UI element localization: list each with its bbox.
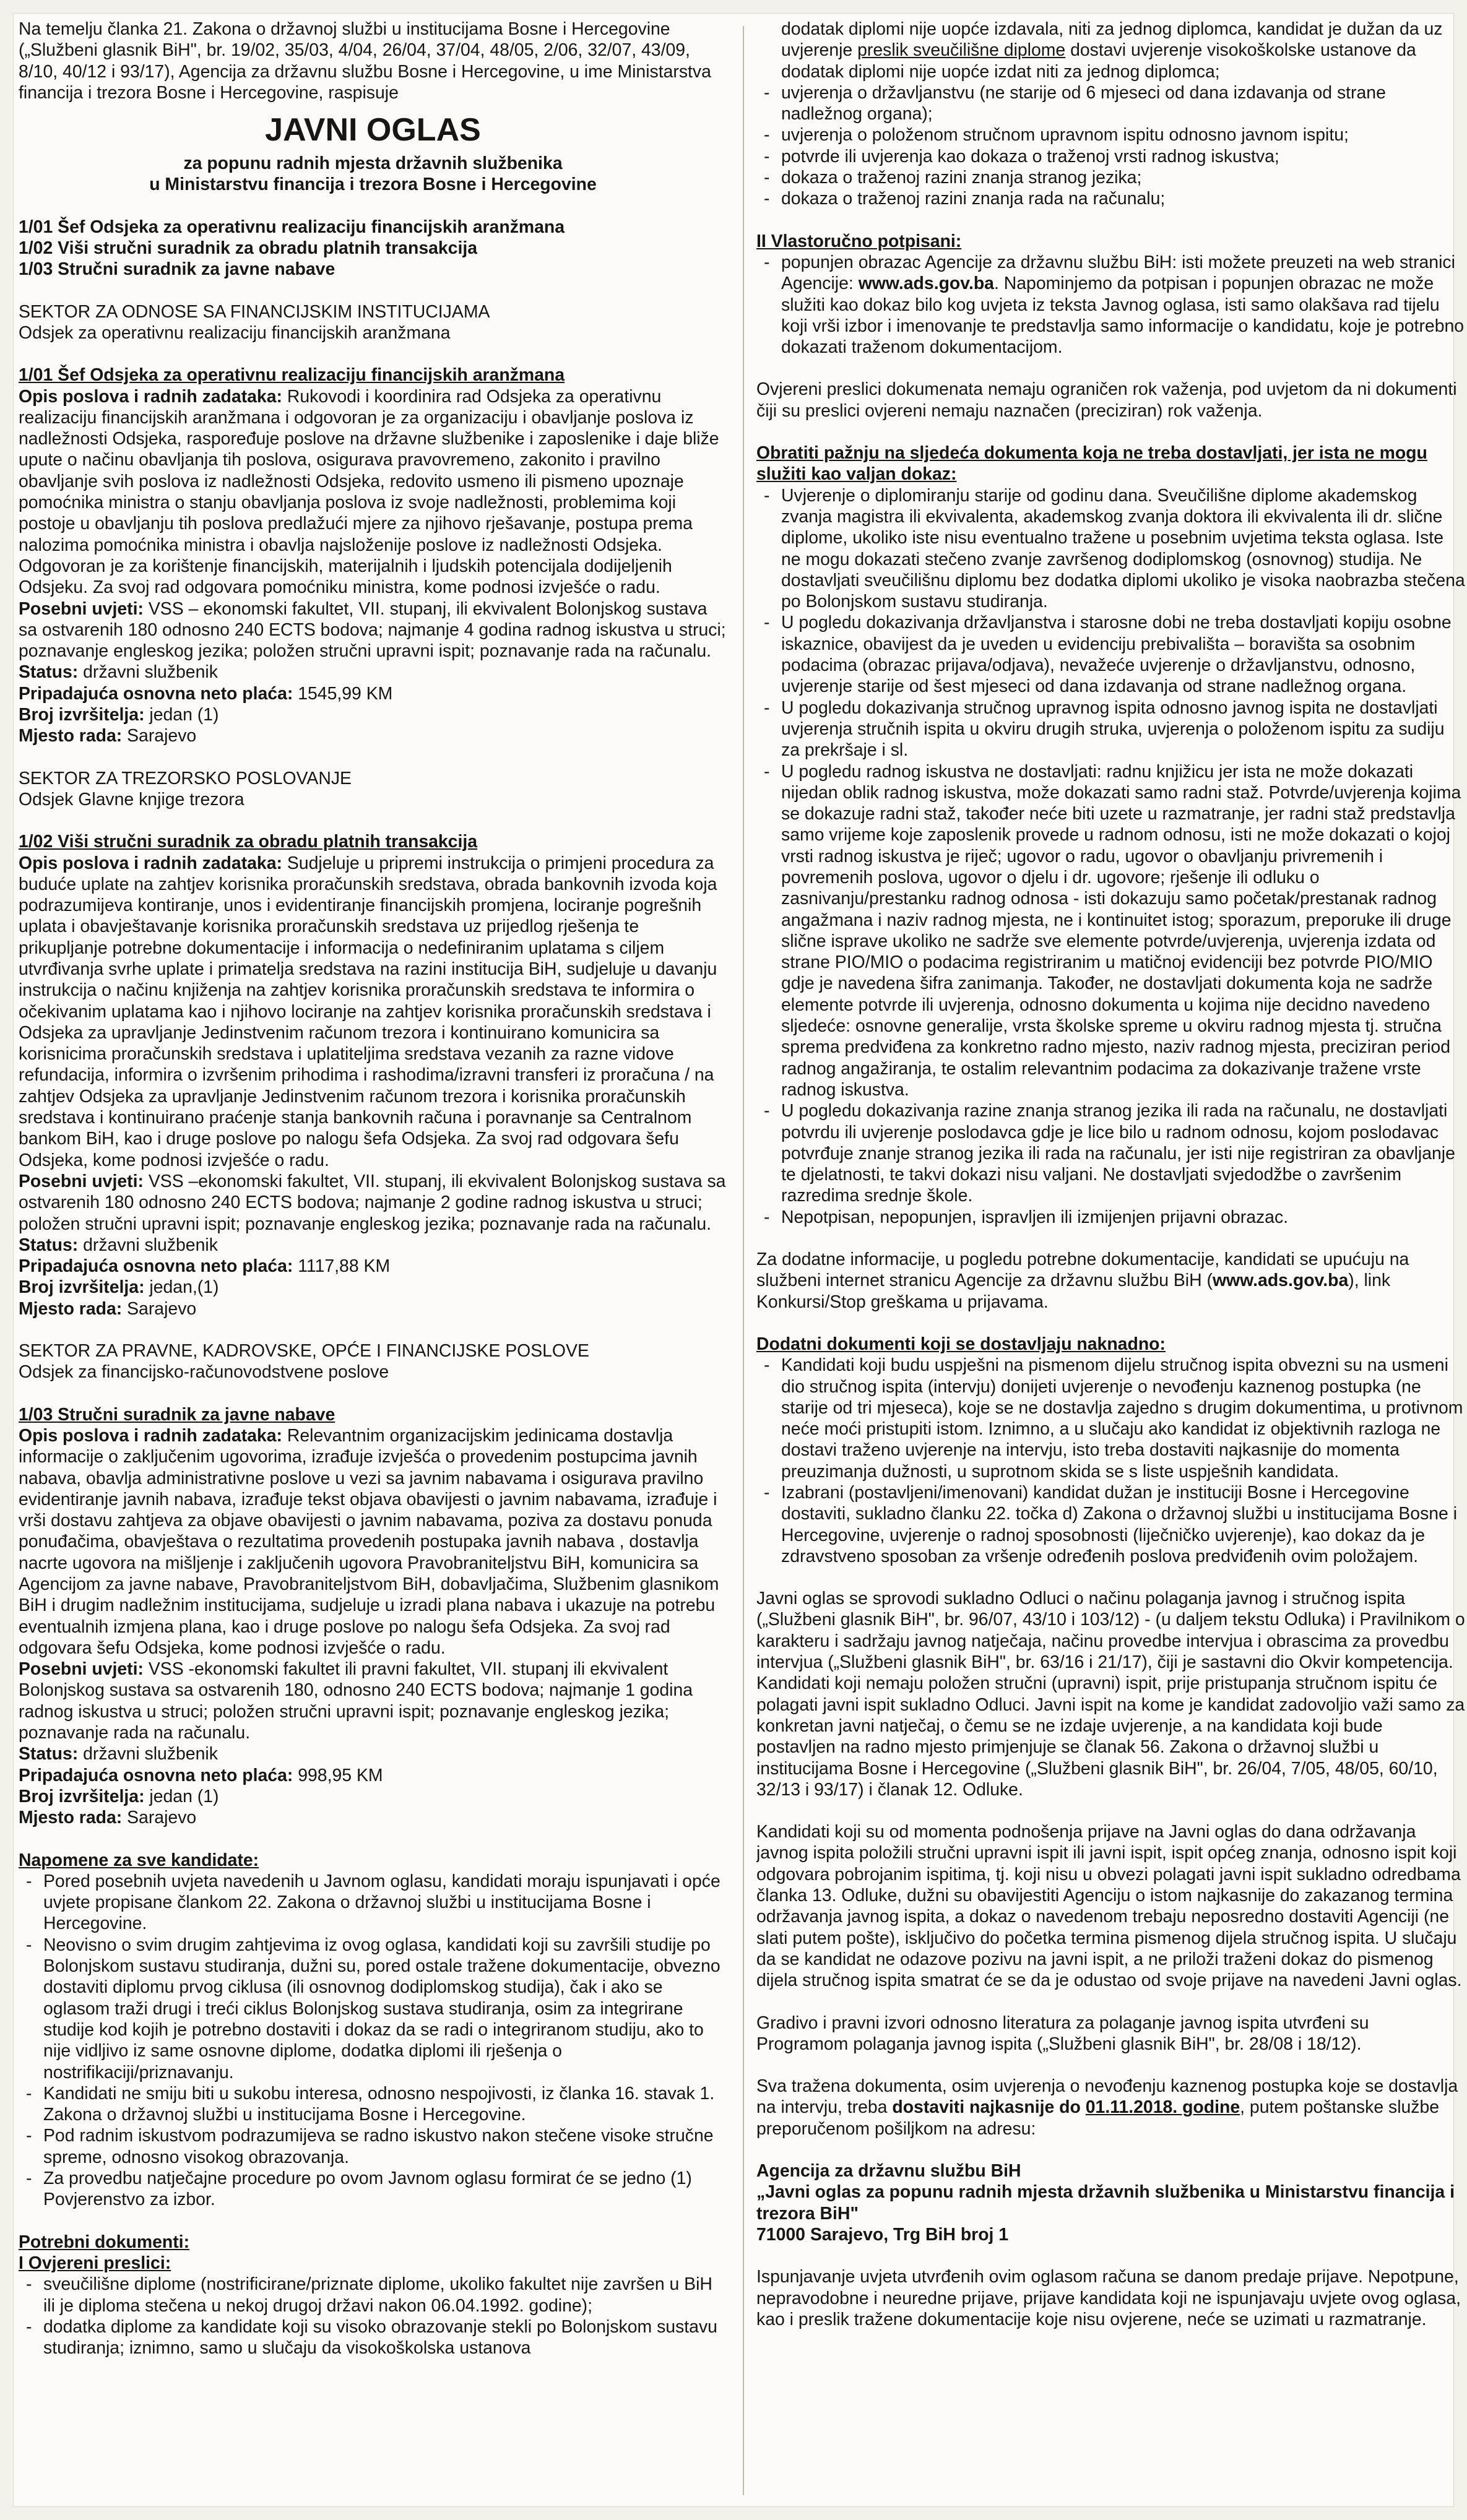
salary-line: Pripadajuća osnovna neto plaća: 1117,88 KM [19,1256,391,1277]
deadline-paragraph: Sva tražena dokumenta, osim uvjerenja o nevođenju kaznenog postupka koje se dostavlja na intervju, treba dostaviti najkasnije do 01.11.2018. godine, putem poštanske službe preporučenom pošiljkom na adresu: [756,2076,1458,2139]
list-item: - Za provedbu natječajne procedure po ovom Javnom oglasu formirat će se jedno (1) Povjerenstvo za izbor. [19,2168,727,2211]
continued-list-text: dodatak diplomi nije uopće izdavala, niti za jednog diplomca, kandidat je dužan da uz uvjerenje preslik sveučilišne diplome dostavi uvjerenje visokoškolske ustanove da dodatak diplomi nije uopće izdat niti za jednog diplomca; [781,19,1443,82]
list-item: - Pored posebnih uvjeta navedenih u Javnom oglasu, kandidati moraju ispunjavati i opće uvjete propisane člankom 22. Zakona o državnoj službi u institucijama Bosne i Hercegovine. [19,1871,727,1935]
address-line: „Javni oglas za popunu radnih mjesta državnih službenika u Ministarstvu financija i trezora BiH" [756,2182,1455,2224]
literature-paragraph: Gradivo i pravni izvori odnosno literatura za polaganje javnog ispita utvrđeni su Programom polaganja javnog ispita („Službeni glasnik BiH", br. 28/08 i 18/12). [756,2013,1369,2054]
list-item: - uvjerenja o državljanstvu (ne starije od 6 mjeseci od dana izdavanja od strane nadležnog organa); [756,82,1465,125]
position-heading: 1/02 Viši stručni suradnik za obradu platnih transakcija [19,832,478,852]
count-line: Broj izvršitelja: jedan,(1) [19,1277,219,1298]
place-line: Mjesto rada: Sarajevo [19,1298,197,1319]
agency-website-link[interactable]: www.ads.gov.ba [858,274,994,294]
left-column [19,19,727,2501]
list-item: - Kandidati koji budu uspješni na pismenom dijelu stručnog ispita obvezni su na usmeni dio stručnog ispita (intervju) donijeti uvjerenje o nevođenju kaznenog postupka (ne starije od tri mjeseca), koje se ne dostavlja zajedno s drugim dokumentima, u protivnom neće moći pristupiti istom. Iznimno, a u slučaju ako kandidat iz objektivnih razloga ne dostavi traženo uvjerenje na intervju, isto treba dostaviti najkasnije do momenta preuzimanja dužnosti, u suprotnom skida se s liste uspješnih kandidata. [756,1355,1465,1482]
list-item: - dokaza o traženoj razini znanja rada na računalu; [756,188,1465,209]
documents-subheading: I Ovjereni preslici: [19,2253,171,2273]
status-line: Status: državni službenik [19,662,218,683]
position-heading: 1/01 Šef Odsjeka za operativnu realizaciju financijskih aranžmana [19,365,565,386]
place-line: Mjesto rada: Sarajevo [19,726,197,746]
list-item: - popunjen obrazac Agencije za državnu službu BiH: isti možete preuzeti na web stranici Agencije: www.ads.gov.ba. Napominjemo da potpisan i popunjen obrazac ne može služiti kao dokaz bilo kog uvjeta iz teksta Javnog oglasa, isti samo olakšava rad tijelu koji vrši izbor i imenovanje te predstavlja samo informacije o kandidatu, koje je potrebno dokazati traženom dokumentacijom. [756,252,1465,358]
list-item: - U pogledu radnog iskustva ne dostavljati: radnu knjižicu jer ista ne može dokazati nijedan oblik radnog iskustva, može dokazati samo radni staž. Potvrde/uvjerenja kojima se dokazuje radni staž, također neće biti uzete u razmatranje, jer radni staž predstavlja samo vrijeme koje zaposlenik provede u radnom odnosu, isti ne može dokazati o kojoj vrsti radnog iskustva je riječ; ugovor o radu, ugovor o obavljanju privremenih i povremenih poslova, ugovor o djelu i dr. ugovore; rješenje ili odluku o zasnivanju/prestanku radnog odnosa - isti dokazuju samo početak/prestanak radnog angažmana i naziv radnog mjesta, ne i kontinuitet istog; sporazum, preporuke ili druge slične isprave ukoliko ne sadrže sve elemente potvrde/uvjerenja, uvjerenja izdata od strane PIO/MIO o podacima registriranim u matičnoj evidenciji bez potvrde PIO/MIO gdje je navedena šifra zanimanja. Također, ne dostavljati dokumenta koja ne sadrže elemente potvrde ili uvjerenja, odnosno dokumenta u kojima nije decidno navedeno sljedeće: osnovne generalije, vrsta školske spreme u okviru radnog mjesta tj. stručna sprema predviđena za konkretno radno mjesto, naziv radnog mjesta, preciziran period radnog angažiranja, te ostalim relevantnim podacima za dokazivanje tražene vrste radnog iskustva. [756,761,1465,1101]
ad-subtitle-line-2: u Ministarstvu financija i trezora Bosne i Hercegovine [149,175,597,195]
list-item: - U pogledu dokazivanja razine znanja stranog jezika ili rada na računalu, ne dostavljati potvrdu ili uvjerenje poslodavca gdje je lice bilo u radnom odnosu, kojom poslodavac potvrđuje znanje stranog jezika ili rada na računalu, jer isti nije registriran za obavljanje te djelatnosti, te takvi dokazi nisu valjani. Ne dostavljati svjedodžbe o završenim razredima srednje škole. [756,1100,1465,1206]
duties-paragraph: Opis poslova i radnih zadataka: Sudjeluje u pripremi instrukcija o primjeni procedura za buduće uplate na zahtjev korisnika proračunskih sredstava, obrada bankovnih izvoda koja podrazumijeva kontiranje, unos i evidentiranje financijskih promjena, lociranje pogrešnih uplata i obavještavanje korisnika proračunskih sredstava uz prijedlog rješenja te prikupljanje potrebne dokumentacije i informacija o nedefiniranim uplatama s ciljem utvrđivanja svrhe uplate i primatelja sredstava na razini institucija BiH, sudjeluje u davanju instrukcija o načinu knjiženja na zahtjev korisnika proračunskih sredstava te informira o očekivanim uplatama kao i njihovo lociranje na zahtjev korisnika proračunskih sredstava i Odsjeka za upravljanje Jedinstvenim računom trezora i kontinuirano komunicira sa korisnicima proračunskih sredstava i uplatiteljima sredstava vezanih za razne vidove refundacija, informira o izvršenim prihodima i rashodima/izravni transferi iz proračuna / na zahtjev Odsjeka za upravljanje Jedinstvenim računom trezora i korisnika proračunskih sredstava i kontinuirano praćenje stanja bankovnih računa i poravnanje sa Centralnom bankom BiH, kao i druge poslove po nalogu šefa Odsjeka. Za svoj rad odgovara šefu Odsjeka, kome podnosi izvješće o radu. [19,853,717,1170]
list-item: - dokaza o traženoj razini znanja stranog jezika; [756,167,1465,188]
notes-heading: Napomene za sve kandidate: [19,1850,259,1870]
list-item: - dodatka diplome za kandidate koji su visoko obrazovanje stekli po Bolonjskom sustavu studiranja; iznimno, samo u slučaju da visokoškolska ustanova [19,2316,727,2359]
list-item: - U pogledu dokazivanja stručnog upravnog ispita odnosno javnog ispita ne dostavljati uvjerenja stručnih ispita u okviru drugih struka, uvjerenja o položenom ispitu za sudiju za prekršaje i sl. [756,697,1465,761]
documents-list-continued [756,82,1465,210]
list-item: - Kandidati ne smiju biti u sukobu interesa, odnosno nespojivosti, iz članka 16. stavak 1. Zakona o državnoj službi u institucijama Bosne i Hercegovine. [19,2083,727,2126]
right-column [756,19,1465,2501]
exam-paragraph: Javni oglas se sprovodi sukladno Odluci o načinu polaganja javnog i stručnog ispita („Službeni glasnik BiH", br. 96/07, 43/10 i 103/12) - (u daljem tekstu Odluka) i Pravilnikom o karakteru i sadržaju javnog natječaja, načinu provedbe intervjua i obrascima za provedbu intervjua („Službeni glasnik BiH", br. 63/16 i 21/17), čiji je sastavni dio Okvir kompetencija. Kandidati koji nemaju položen stručni (upravni) ispit, prije pristupanja stručnom ispitu će polagati javni ispit sukladno Odluci. Javni ispit na kome je kandidat zadovoljio važi samo za konkretan javni natječaj, o čemu se ne izdaje uvjerenje, a na kandidata koji bude postavljen na radno mjesto primjenjuje se članak 56. Zakona o državnoj službi u institucijama Bosne i Hercegovine („Službeni glasnik BiH", br. 26/04, 7/05, 48/05, 60/10, 32/13 i 93/17) i članak 12. Odluke. [756,1589,1465,1800]
list-item: - Nepotpisan, nepopunjen, ispravljen ili izmijenjen prijavni obrazac. [756,1207,1465,1228]
additional-documents-heading: Dodatni dokumenti koji se dostavljaju naknadno: [756,1334,1166,1354]
count-line: Broj izvršitelja: jedan (1) [19,1786,219,1806]
conditions-paragraph: Posebni uvjeti: VSS – ekonomski fakultet, VII. stupanj, ili ekvivalent Bolonjskog sustava sa ostvarenih 180 odnosno 240 ECTS bodova; najmanje 4 godina radnog iskustva u struci; poznavanje engleskog jezika; položen stručni upravni ispit; poznavanje rada na računalu. [19,598,726,662]
deadline-date: 01.11.2018. godine [1085,2097,1240,2118]
sector-name: SEKTOR ZA ODNOSE SA FINANCIJSKIM INSTITUCIJAMA [19,301,490,322]
list-item: - Neovisno o svim drugim zahtjevima iz ovog oglasa, kandidati koji su završili studije po Bolonjskom sustavu studiranja, dužni su, pored ostale tražene dokumentacije, obvezno dostaviti diplomu prvog ciklusa (ili osnovnog dodiplomskog studija), čak i ako se oglasom traži drugi i treći ciklus Bolonjskog sustava studiranja, osim za integrirane studije kod kojih je potrebno dostaviti i dokaz da se radi o integriranom studiju, ako to nije vidljivo iz same osnovne diplome, dodatka diplomi ili rješenja o nostrifikaciji/priznavanju. [19,1935,727,2083]
agency-website-link[interactable]: www.ads.gov.ba [1212,1271,1349,1291]
conditions-paragraph: Posebni uvjeti: VSS –ekonomski fakultet, VII. stupanj, ili ekvivalent Bolonjskog sustava sa ostvarenih 180 odnosno 240 ECTS bodova; najmanje 2 godine radnog iskustva u struci; položen stručni upravni ispit; poznavanje engleskog jezika; poznavanje rada na računalu. [19,1171,726,1234]
list-item: - Izabrani (postavljeni/imenovani) kandidat dužan je instituciji Bosne i Hercegovine dostaviti, sukladno članku 22. točka d) Zakona o državnoj službi u institucijama Bosne i Hercegovine, uvjerenje o radnoj sposobnosti (liječničko uvjerenje), kao dokaz da je zdravstveno sposoban za vršenje određenih poslova predviđenih ovim položajem. [756,1482,1465,1567]
attention-heading: Obratiti pažnju na sljedeća dokumenta koja ne treba dostavljati, jer ista ne mogu služiti kao valjan dokaz: [756,443,1427,485]
department-name: Odsjek Glavne knjige trezora [19,789,244,809]
position-heading: 1/03 Stručni suradnik za javne nabave [19,1404,335,1425]
notes-list [19,1871,727,2211]
signed-documents-list [756,252,1465,358]
position-list-item: 1/03 Stručni suradnik za javne nabave [19,259,335,280]
sector-name: SEKTOR ZA TREZORSKO POSLOVANJE [19,768,352,788]
count-line: Broj izvršitelja: jedan (1) [19,705,219,725]
exam-paragraph-2: Kandidati koji su od momenta podnošenja prijave na Javni oglas do dana održavanja javnog ispita položili stručni upravni ispit ili javni ispit, ispit općeg znanja, odnosno ispit koji odgovara pobrojanim ispitima, tj. koji nisu u obvezi polagati javni ispit sukladno odredbama članka 13. Odluke, dužni su obavijestiti Agenciju o istom najkasnije do zakazanog termina održavanja javnog ispita, a dokaz o navedenom trebaju neposredno dostaviti Agenciji (ne slati putem pošte), isključivo do početka termina pismenog dijela stručnog ispita. U slučaju da se kandidat ne odazove pozivu na javni ispit, a ne priloži traženi dokaz do pismenog dijela stručnog ispita smatrat će se da je odustao od svoje prijave na navedeni Javni oglas. [756,1822,1462,1991]
final-paragraph: Ispunjavanje uvjeta utvrđenih ovim oglasom računa se danom predaje prijave. Nepotpune, nepravodobne i neuredne prijave, prijave kandidata koji ne ispunjavaju uvjete ovog oglasa, kao i preslik tražene dokumentacije koje nisu ovjerene, neće se uzimati u razmatranje. [756,2267,1461,2329]
list-item: - uvjerenja o položenom stručnom upravnom ispitu odnosno javnom ispitu; [756,124,1465,145]
place-line: Mjesto rada: Sarajevo [19,1808,197,1828]
conditions-paragraph: Posebni uvjeti: VSS -ekonomski fakultet ili pravni fakultet, VII. stupanj ili ekvivalent Bolonjskog sustava sa ostvarenih 180, odnosno 240 ECTS bodova; najmanje 1 godina radnog iskustva u struci; položen stručni upravni ispit; poznavanje engleskog jezika; poznavanje rada na računalu. [19,1659,693,1743]
duties-paragraph: Opis poslova i radnih zadataka: Relevantnim organizacijskim jedinicama dostavlja informacije o zaključenim ugovorima, izrađuje izvješća o provedenim postupcima javnih nabava, obavlja administrativne poslove u vezi sa javnim nabavama i osigurava pravilno evidentiranje javnih nabava, izrađuje tekst objava obavijesti o javnim nabavama, izrađuje i vrši dostavu zahtjeva za objave obavijesti o javnim nabavama, poziva za dostavu ponuda ponuđačima, obavještava o rezultatima provedenih postupaka javnih nabava , dostavlja nacrte ugovora na mišljenje i zaključenih ugovora Pravobraniteljstvu BiH, komunicira sa Agencijom za javne nabave, Pravobraniteljstvom BiH, dobavljačima, Službenim glasnikom BiH i drugim nadležnim institucijama, sudjeluje u izradi plana nabava i ukazuje na potrebu eventualnih izmjena plana, kao i druge poslove po nalogu šefa Odsjeka. Za svoj rad odgovara šefu Odsjeka, kome podnosi izvješće o radu. [19,1425,719,1658]
list-item: - Pod radnim iskustvom podrazumijeva se radno iskustvo nakon stečene visoke stručne spreme, odnosno visokog obrazovanja. [19,2125,727,2168]
list-item: - sveučilišne diplome (nostrificirane/priznate diplome, ukoliko fakultet nije završen u BiH ili je diploma stečena u nekoj drugoj državi nakon 06.04.1992. godine); [19,2274,727,2316]
address-line: 71000 Sarajevo, Trg BiH broj 1 [756,2224,1009,2245]
newspaper-page [14,14,1465,2506]
status-line: Status: državni službenik [19,1744,218,1764]
department-name: Odsjek za operativnu realizaciju financijskih aranžmana [19,322,451,343]
list-item: - U pogledu dokazivanja državljanstva i starosne dobi ne treba dostavljati kopiju osobne iskaznice, obavijest da je uveden u evidenciju prebivališta – boravišta sa osobnim podacima (obrazac prijava/odjava), nevažeće uvjerenje o državljanstvu, odnosno, uvjerenje starije od šest mjeseci od dana izdavanja od strane nadležnog organa. [756,612,1465,697]
address-line: Agencija za državnu službu BiH [756,2161,1021,2181]
list-item: - Uvjerenje o diplomiranju starije od godinu dana. Sveučilišne diplome akademskog zvanja magistra ili ekvivalenta, akademskog zvanja doktora ili ekvivalenta ili dr. slične diplome, ukoliko iste nisu eventualno tražene u posebnim uvjetima teksta oglasa. Iste ne mogu dokazati stečeno zvanje završenog dodiplomskog (osnovnog) studija. Ne dostavljati sveučilišnu diplomu bez dodatka diplomi ukoliko je visoka naobrazba stečena po Bolonjskom sustavu studiranja. [756,485,1465,613]
documents-heading: Potrebni dokumenti: [19,2232,190,2252]
duties-paragraph: Opis poslova i radnih zadataka: Rukovodi i koordinira rad Odsjeka za operativnu realizaciju financijskih aranžmana i odgovoran je za organizaciju i obavljanje poslova iz nadležnosti Odsjeka, raspoređuje poslove na državne službenike i zaposlenike i daje bliže upute o načinu obavljanja tih poslova, osigurava pravovremeno, zakonito i pravilno obavljanje svih poslova iz nadležnosti Odsjeka, redovito usmeno ili pismeno upoznaje pomoćnika ministra o stanju obavljanja poslova iz svoje nadležnosti, problemima koji postoje u obavljanju tih poslova predlažući mjere za njihovo rješavanje, postupa prema nalozima pomoćnika ministra i obavlja najsloženije poslove iz nadležnosti Odsjeka. Odgovoran je za korištenje financijskih, materijalnih i ljudskih potencijala dodijeljenih Odsjeku. Za svoj rad odgovara pomoćniku ministra, kome podnosi izvješće o radu. [19,386,719,598]
validity-paragraph: Ovjereni preslici dokumenata nemaju ograničen rok važenja, pod uvjetom da ni dokumenti čiji su preslici ovjereni nemaju naznačen (preciziran) rok važenja. [756,379,1457,421]
documents-list [19,2274,727,2358]
department-name: Odsjek za financijsko-računovodstvene poslove [19,1362,389,1383]
additional-documents-list [756,1355,1465,1567]
info-paragraph: Za dodatne informacije, u pogledu potrebne dokumentacije, kandidati se upućuju na službeni internet stranicu Agencije za državnu službu BiH (www.ads.gov.ba), link Konkursi/Stop greškama u prijavama. [756,1249,1409,1312]
ad-subtitle-line-1: za popunu radnih mjesta državnih službenika [183,153,563,174]
position-list-item: 1/01 Šef Odsjeka za operativnu realizaciju financijskih aranžmana [19,217,565,237]
list-item: - potvrde ili uvjerenja kao dokaza o traženoj vrsti radnog iskustva; [756,146,1465,167]
position-list-item: 1/02 Viši stručni suradnik za obradu platnih transakcija [19,238,478,259]
salary-line: Pripadajuća osnovna neto plaća: 1545,99 KM [19,683,393,704]
intro-paragraph: Na temelju članka 21. Zakona o državnoj službi u institucijama Bosne i Hercegovine („Službeni glasnik BiH", br. 19/02, 35/03, 4/04, 26/04, 37/04, 48/05, 2/06, 32/07, 43/09, 8/10, 40/12 i 93/17), Agencija za državnu službu Bosne i Hercegovine, u ime Ministarstva financija i trezora Bosne i Hercegovine, raspisuje [19,19,711,103]
ad-title: JAVNI OGLAS [265,112,481,149]
sector-name: SEKTOR ZA PRAVNE, KADROVSKE, OPĆE I FINANCIJSKE POSLOVE [19,1341,589,1361]
status-line: Status: državni službenik [19,1235,218,1255]
invalid-documents-list [756,485,1465,1228]
salary-line: Pripadajuća osnovna neto plaća: 998,95 KM [19,1765,383,1785]
column-divider [743,26,744,2495]
signed-documents-heading: II Vlastoručno potpisani: [756,231,962,251]
